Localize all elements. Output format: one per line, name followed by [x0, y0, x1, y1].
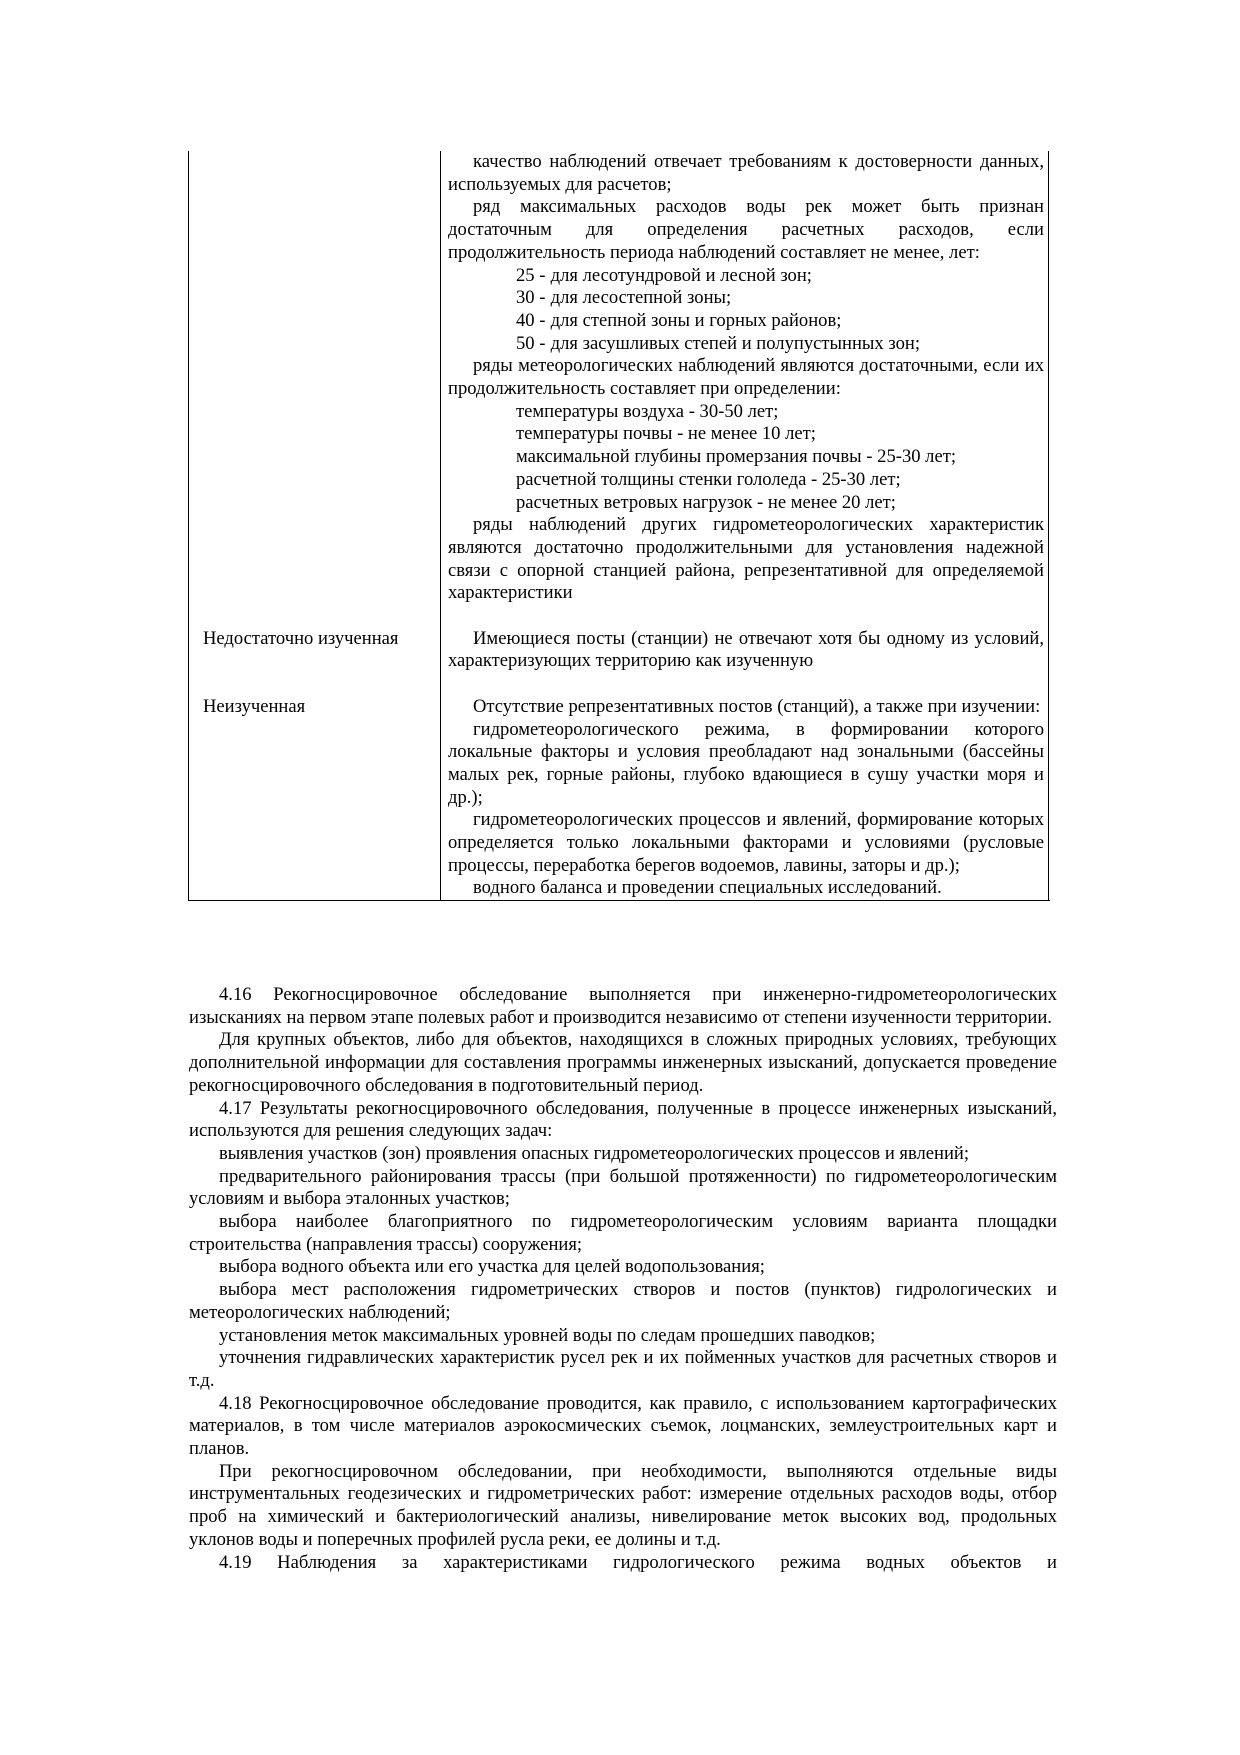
category-label: Недостаточно изученная [203, 627, 399, 649]
condition-paragraph: водного баланса и проведении специальных исследований. [473, 877, 942, 899]
condition-paragraph: Имеющиеся посты (станции) не отвечают хотя бы одному из условий, характеризующих территорию как изученную [448, 627, 1044, 672]
body-paragraph: выбора мест расположения гидрометрических створов и постов (пунктов) гидрологических и метеорологических наблюдений; [189, 1279, 1057, 1323]
duration-item: 50 - для засушливых степей и полупустынных зон; [516, 332, 920, 354]
meteo-item: максимальной глубины промерзания почвы - 25-30 лет; [516, 446, 957, 468]
territory-study-table [188, 151, 1050, 901]
condition-paragraph: ряд максимальных расходов воды рек может быть признан достаточным для определения расчетных расходов, если продолжительность периода наблюдений составляет не менее, лет: [448, 196, 1044, 263]
body-paragraph: выявления участков (зон) проявления опасных гидрометеорологических процессов и явлений; [219, 1142, 970, 1164]
body-paragraph: уточнения гидравлических характеристик русел рек и их пойменных участков для расчетных створов и т.д. [189, 1347, 1057, 1391]
body-paragraph: установления меток максимальных уровней воды по следам прошедших паводков; [219, 1324, 876, 1346]
body-paragraph: 4.17 Результаты рекогносцировочного обследования, полученные в процессе инженерных изысканий, используются для решения следующих задач: [189, 1097, 1057, 1142]
table-row [188, 151, 1050, 628]
body-paragraph: При рекогносцировочном обследовании, при необходимости, выполняются отдельные виды инструментальных геодезических и гидрометрических работ: измерение отдельных расходов воды, отбор проб на химический и бактериологический анализы, нивелирование меток высоких вод, продольных уклонов воды и поперечных профилей русла реки, ее долины и т.д. [189, 1460, 1057, 1550]
table-cell-category [188, 151, 440, 628]
condition-paragraph: Отсутствие репрезентативных постов (станций), а также при изучении: [473, 695, 1041, 717]
condition-paragraph: гидрометеорологического режима, в формировании которого локальные факторы и условия преобладают над зональными (бассейны малых рек, горные районы, глубоко вдающиеся в сушу участки моря и др.); [448, 718, 1044, 808]
table-row [188, 696, 1050, 900]
table-cell-conditions [440, 628, 1048, 696]
body-paragraph: 4.18 Рекогносцировочное обследование проводится, как правило, с использованием картографических материалов, в том числе материалов аэрокосмических съемок, лоцманских, землеустроительных карт и планов. [189, 1392, 1057, 1460]
condition-paragraph: гидрометеорологических процессов и явлений, формирование которых определяется только локальными факторами и условиями (русловые процессы, переработка берегов водоемов, лавины, заторы и др.); [448, 809, 1044, 876]
table-cell-conditions [440, 696, 1048, 900]
body-paragraph: 4.19 Наблюдения за характеристиками гидрологического режима водных объектов и [219, 1551, 1057, 1573]
meteo-item: расчетной толщины стенки гололеда - 25-30 лет; [516, 468, 901, 490]
condition-paragraph: ряды наблюдений других гидрометеорологических характеристик являются достаточно продолжительными для установления надежной связи с опорной станцией района, репрезентативной для определяемой характеристики [448, 514, 1044, 604]
table-border-left [188, 151, 189, 900]
table-cell-conditions [440, 151, 1048, 628]
condition-paragraph: ряды метеорологических наблюдений являются достаточными, если их продолжительность составляет при определении: [448, 355, 1044, 400]
meteo-item: расчетных ветровых нагрузок - не менее 20 лет; [516, 491, 896, 513]
body-paragraph: предварительного районирования трассы (при большой протяженности) по гидрометеорологическим условиям и выбора эталонных участков; [189, 1165, 1057, 1210]
meteo-item: температуры воздуха - 30-50 лет; [516, 400, 779, 422]
table-border-right [1048, 151, 1049, 900]
body-paragraph: Для крупных объектов, либо для объектов, находящихся в сложных природных условиях, требующих дополнительной информации для составления программы инженерных изысканий, допускается проведение рекогносцировочного обследования в подготовительный период. [189, 1029, 1057, 1096]
duration-item: 40 - для степной зоны и горных районов; [516, 309, 842, 331]
table-cell-category [188, 628, 440, 696]
table-border-middle [440, 151, 441, 900]
category-label: Неизученная [203, 695, 306, 717]
document-body [189, 984, 1057, 1574]
body-paragraph: выбора водного объекта или его участка для целей водопользования; [219, 1256, 765, 1278]
duration-item: 30 - для лесостепной зоны; [516, 287, 732, 309]
table-cell-category [188, 696, 440, 900]
body-paragraph: выбора наиболее благоприятного по гидрометеорологическим условиям варианта площадки строительства (направления трассы) сооружения; [189, 1211, 1057, 1255]
duration-item: 25 - для лесотундровой и лесной зон; [516, 264, 812, 286]
table-row [188, 628, 1050, 696]
condition-paragraph: качество наблюдений отвечает требованиям к достоверности данных, используемых для расчетов; [448, 151, 1044, 195]
meteo-item: температуры почвы - не менее 10 лет; [516, 423, 816, 445]
body-paragraph: 4.16 Рекогносцировочное обследование выполняется при инженерно-гидрометеорологических изысканиях на первом этапе полевых работ и производится независимо от степени изученности территории. [189, 984, 1057, 1028]
